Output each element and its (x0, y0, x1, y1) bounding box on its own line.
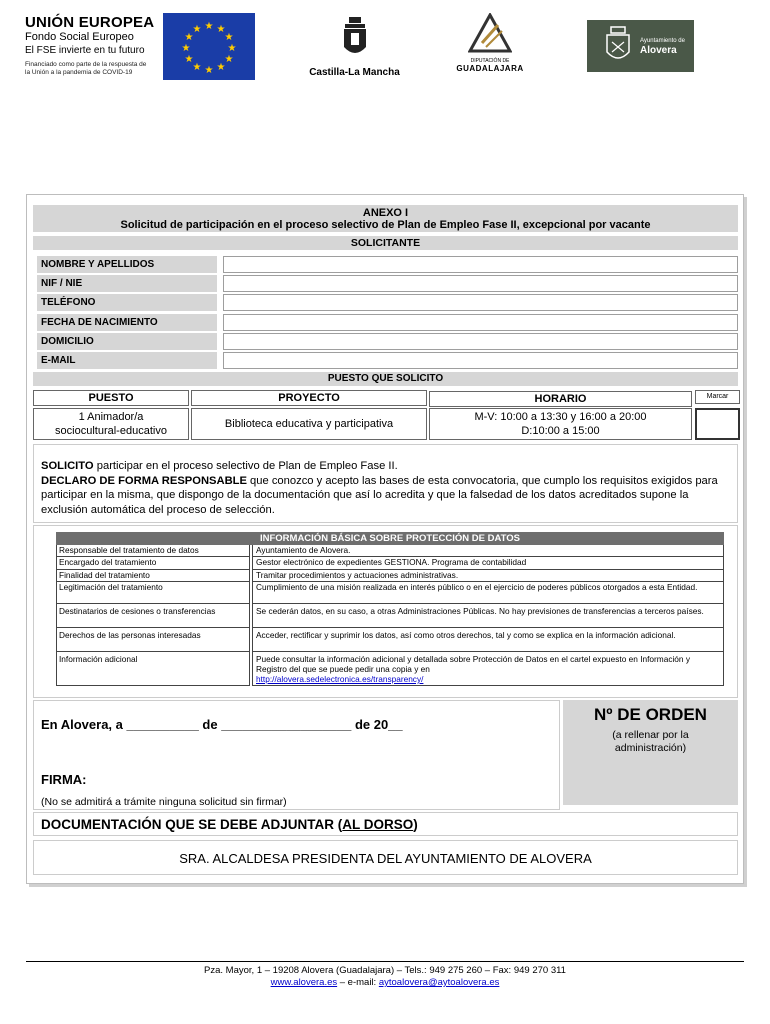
solicito-text: participar en el proceso selectivo de Plan de Empleo Fase II. (93, 460, 398, 472)
transparency-link[interactable]: http://alovera.sedelectronica.es/transparency/ (256, 674, 424, 684)
solicito-paragraph (41, 459, 729, 474)
orden-title: Nº DE ORDEN (594, 705, 707, 724)
application-form (26, 194, 744, 884)
svg-text:★: ★ (216, 62, 226, 73)
footer (26, 965, 744, 989)
lopd-key: Derechos de las personas interesadas (56, 628, 250, 652)
footer-contacts (26, 977, 744, 989)
footer-sep: – e-mail: (337, 977, 379, 988)
puesto-line-2: sociocultural-educativo (55, 425, 167, 437)
nif-label: NIF / NIE (37, 275, 217, 292)
lopd-value: Cumplimiento de una misión realizada en interés público o en el ejercicio de poderes públicos otorgados a esta Entidad. (252, 582, 724, 604)
marcar-checkbox[interactable] (695, 408, 740, 440)
form-title: Solicitud de participación en el proceso selectivo de Plan de Empleo Fase II, excepcional por vacante (120, 219, 651, 231)
svg-text:★: ★ (227, 43, 237, 54)
docu-text-post: ) (413, 817, 418, 832)
nombre-field[interactable] (223, 256, 738, 273)
lopd-value: Acceder, rectificar y suprimir los datos, así como otros derechos, tal y como se explica en la información adicional. (252, 628, 724, 652)
lopd-row (56, 582, 724, 604)
fecha-line: En Alovera, a __________ de __________________ de 20__ (41, 717, 403, 732)
orden-box (563, 700, 738, 805)
domicilio-field[interactable] (223, 333, 738, 350)
telefono-label: TELÉFONO (37, 294, 217, 311)
declaro-bold: DECLARO DE FORMA RESPONSABLE (41, 474, 247, 487)
jccm-name: Castilla-La Mancha (309, 67, 400, 78)
ue-small-1: Financiado como parte de la respuesta de (25, 61, 147, 68)
fecha-nacimiento-field[interactable] (223, 314, 738, 331)
svg-text:★: ★ (181, 43, 191, 54)
jccm-shield-icon (340, 15, 370, 60)
puesto-section-header: PUESTO QUE SOLICITO (33, 372, 738, 386)
documentation-heading (33, 812, 738, 836)
diputacion-triangle-icon (468, 13, 512, 53)
lopd-value: Ayuntamiento de Alovera. (252, 545, 724, 557)
svg-text:★: ★ (192, 62, 202, 73)
lopd-key: Finalidad del tratamiento (56, 570, 250, 582)
lopd-value: Se cederán datos, en su caso, a otras Administraciones Públicas. No hay previsiones de transferencias a terceros países. (252, 604, 724, 628)
ue-subtitle: Fondo Social Europeo (25, 31, 134, 43)
col-horario: HORARIO (429, 391, 692, 407)
date-signature-box (33, 700, 560, 810)
form-title-bar (33, 205, 738, 232)
diputacion-small: DIPUTACIÓN DE (470, 58, 510, 64)
cell-puesto (33, 408, 189, 440)
svg-text:★: ★ (216, 24, 226, 35)
alcaldesa-addressee: SRA. ALCALDESA PRESIDENTA DEL AYUNTAMIENTO DE ALOVERA (33, 840, 738, 875)
horario-line-1: M-V: 10:00 a 13:30 y 16:00 a 20:00 (474, 411, 647, 423)
lopd-row (56, 557, 724, 570)
lopd-key: Encargado del tratamiento (56, 557, 250, 570)
cell-proyecto: Biblioteca educativa y participativa (191, 408, 427, 440)
lopd-value: Gestor electrónico de expedientes GESTIONA. Programa de contabilidad (252, 557, 724, 570)
data-protection-box (33, 525, 738, 698)
lopd-row (56, 545, 724, 557)
lopd-value: Tramitar procedimientos y actuaciones administrativas. (252, 570, 724, 582)
lopd-key: Destinatarios de cesiones o transferencias (56, 604, 250, 628)
lopd-row (56, 628, 724, 652)
cell-horario (429, 408, 692, 440)
lopd-row (56, 652, 724, 686)
footer-email-link[interactable]: aytoalovera@aytoalovera.es (378, 977, 500, 988)
lopd-value (252, 652, 724, 686)
footer-address: Pza. Mayor, 1 – 19208 Alovera (Guadalajara) – Tels.: 949 275 260 – Fax: 949 270 311 (204, 965, 566, 976)
lopd-row (56, 570, 724, 582)
anexo-label: ANEXO I (362, 207, 409, 219)
ue-title: UNIÓN EUROPEA (25, 14, 155, 31)
nif-field[interactable] (223, 275, 738, 292)
footer-divider (26, 961, 744, 962)
ue-motto: El FSE invierte en tu futuro (25, 45, 145, 56)
svg-text:★: ★ (184, 54, 194, 65)
jccm-logo (307, 15, 402, 78)
email-label: E-MAIL (37, 352, 217, 369)
diputacion-logo (445, 13, 535, 73)
al-dorso-link: AL DORSO (342, 817, 414, 832)
telefono-field[interactable] (223, 294, 738, 311)
firma-label: FIRMA: (41, 772, 87, 787)
orden-note-1: (a rellenar por la (612, 729, 689, 741)
declaration-box (33, 444, 738, 523)
svg-text:★: ★ (184, 32, 194, 43)
lopd-additional-text: Puede consultar la información adicional y detallada sobre Protección de Datos en el cartel expuesto en Información y Registro del que se puede pedir una copia y en (256, 654, 690, 674)
svg-text:★: ★ (204, 21, 214, 32)
col-proyecto: PROYECTO (191, 390, 427, 406)
svg-text:★: ★ (204, 65, 214, 76)
declaro-paragraph (41, 474, 729, 518)
col-marcar: Marcar (695, 390, 740, 404)
ue-small-2: la Unión a la pandemia de COVID-19 (25, 68, 133, 76)
firma-note: (No se admitirá a trámite ninguna solicitud sin firmar) (41, 796, 287, 808)
col-puesto: PUESTO (33, 390, 189, 406)
solicito-bold: SOLICITO (41, 460, 94, 472)
alovera-crest-icon (603, 26, 633, 66)
alovera-name: Alovera (640, 45, 677, 56)
alovera-small: Ayuntamiento de (640, 38, 685, 44)
footer-web-link[interactable]: www.alovera.es (270, 977, 338, 988)
solicitante-header: SOLICITANTE (33, 236, 738, 250)
lopd-row (56, 604, 724, 628)
diputacion-name: GUADALAJARA (456, 64, 524, 73)
data-protection-title: INFORMACIÓN BÁSICA SOBRE PROTECCIÓN DE DATOS (56, 532, 724, 545)
puesto-line-1: 1 Animador/a (78, 411, 144, 423)
horario-line-2: D:10:00 a 15:00 (521, 425, 600, 437)
domicilio-label: DOMICILIO (37, 333, 217, 350)
ue-logo (25, 14, 160, 76)
eu-flag-icon (163, 13, 255, 80)
lopd-key: Información adicional (56, 652, 250, 686)
orden-note-2: administración) (614, 742, 687, 754)
lopd-key: Legitimación del tratamiento (56, 582, 250, 604)
docu-text-pre: DOCUMENTACIÓN QUE SE DEBE ADJUNTAR ( (41, 817, 343, 832)
alovera-logo (587, 20, 694, 72)
svg-text:★: ★ (192, 24, 202, 35)
nombre-label: NOMBRE Y APELLIDOS (37, 256, 217, 273)
fecha-nacimiento-label: FECHA DE NACIMIENTO (37, 314, 217, 331)
lopd-key: Responsable del tratamiento de datos (56, 545, 250, 557)
svg-text:★: ★ (224, 54, 234, 65)
email-field[interactable] (223, 352, 738, 369)
declaro-text: que conozco y acepto las bases de esta convocatoria, que cumplo los requisitos exigidos para participar en la misma, que dispongo de la documentación que así lo acredita y que la falsedad de los datos acreditados supone la exclusión automática del proceso de selección. (41, 474, 718, 516)
svg-text:★: ★ (224, 32, 234, 43)
logos-header (25, 10, 725, 85)
